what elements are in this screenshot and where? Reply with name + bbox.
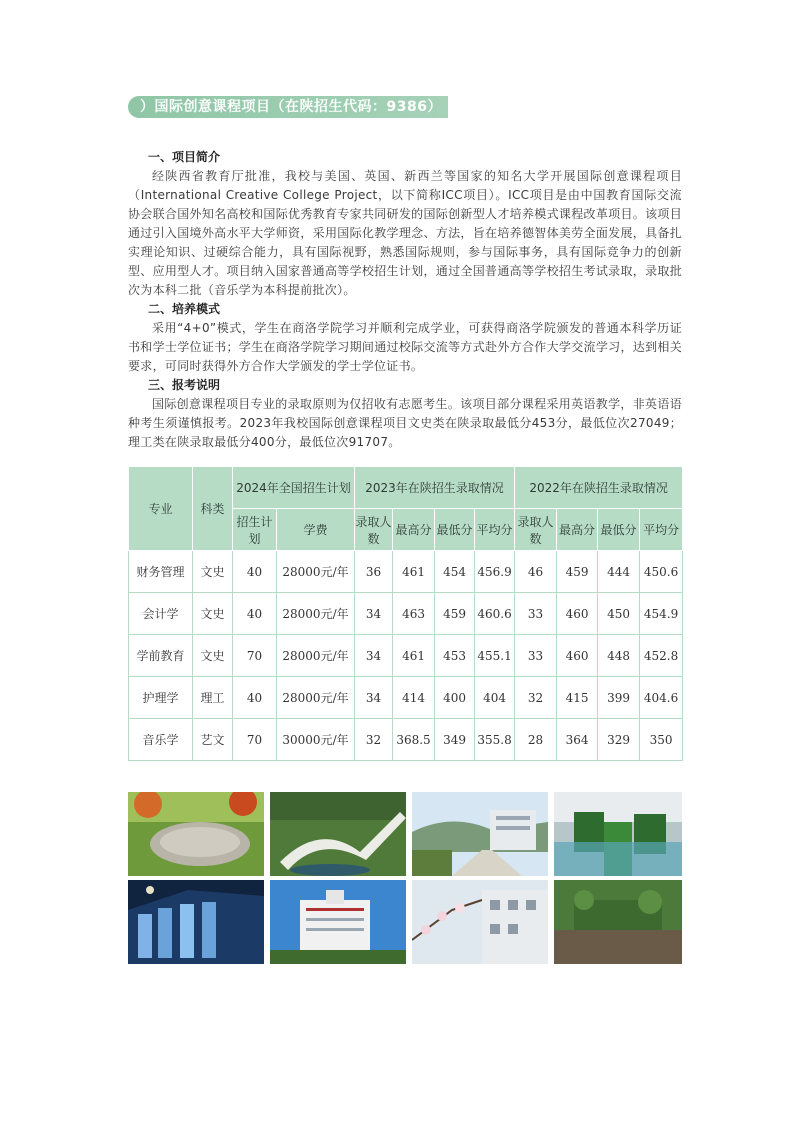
cell-min-2023: 400 — [435, 677, 475, 719]
cell-max-2023: 463 — [393, 593, 435, 635]
cell-min-2022: 450 — [598, 593, 640, 635]
cell-plan: 40 — [233, 551, 277, 593]
campus-photo-building — [270, 880, 406, 964]
header-fee: 学费 — [277, 509, 355, 551]
cell-min-2023: 349 — [435, 719, 475, 761]
header-max-2023: 最高分 — [393, 509, 435, 551]
cell-major: 护理学 — [129, 677, 193, 719]
cell-admit-2023: 34 — [355, 635, 393, 677]
cell-min-2022: 448 — [598, 635, 640, 677]
cell-category: 艺文 — [193, 719, 233, 761]
cell-fee: 28000元/年 — [277, 551, 355, 593]
cell-avg-2022: 450.6 — [640, 551, 683, 593]
cell-fee: 28000元/年 — [277, 593, 355, 635]
header-group-2022: 2022年在陕招生录取情况 — [515, 467, 683, 509]
cell-avg-2023: 460.6 — [475, 593, 515, 635]
cell-avg-2023: 456.9 — [475, 551, 515, 593]
cell-max-2022: 415 — [557, 677, 598, 719]
header-plan: 招生计划 — [233, 509, 277, 551]
cell-avg-2022: 404.6 — [640, 677, 683, 719]
cell-major: 音乐学 — [129, 719, 193, 761]
cell-max-2022: 459 — [557, 551, 598, 593]
cell-major: 会计学 — [129, 593, 193, 635]
section-title-intro: 一、项目简介 — [148, 150, 221, 164]
admission-table-wrap — [128, 466, 682, 761]
cell-admit-2022: 33 — [515, 593, 557, 635]
cell-avg-2023: 455.1 — [475, 635, 515, 677]
cell-max-2022: 364 — [557, 719, 598, 761]
campus-photo-blossom — [412, 880, 548, 964]
cell-category: 文史 — [193, 635, 233, 677]
cell-min-2023: 453 — [435, 635, 475, 677]
cell-max-2022: 460 — [557, 635, 598, 677]
cell-admit-2022: 32 — [515, 677, 557, 719]
header-avg-2022: 平均分 — [640, 509, 683, 551]
cell-min-2022: 329 — [598, 719, 640, 761]
cell-admit-2023: 34 — [355, 593, 393, 635]
cell-plan: 40 — [233, 677, 277, 719]
cell-min-2023: 459 — [435, 593, 475, 635]
table-row — [129, 635, 683, 677]
table-row — [129, 677, 683, 719]
cell-avg-2023: 355.8 — [475, 719, 515, 761]
cell-max-2022: 460 — [557, 593, 598, 635]
section-title-notes: 三、报考说明 — [148, 378, 221, 392]
cell-admit-2022: 28 — [515, 719, 557, 761]
table-row — [129, 719, 683, 761]
cell-admit-2022: 46 — [515, 551, 557, 593]
table-row — [129, 551, 683, 593]
cell-admit-2023: 36 — [355, 551, 393, 593]
header-major: 专业 — [129, 467, 193, 551]
cell-min-2022: 399 — [598, 677, 640, 719]
campus-photo-stone — [128, 792, 264, 876]
table-row — [129, 593, 683, 635]
cell-fee: 28000元/年 — [277, 635, 355, 677]
intro-paragraph: 经陕西省教育厅批准，我校与美国、英国、新西兰等国家的知名大学开展国际创意课程项目（International Creative College Project，以下简称ICC项目）。ICC项目是由中国教育国际交流协会联合国外知名高校和国际优秀教育专家共同研发的国际创新型人才培养模式课程改革项目。该项目通过引入国境外高水平大学师资，采用国际化教学理念、方法，旨在培养德智体美劳全面发展，具备扎实理论知识、过硬综合能力，具有国际视野，熟悉国际规则，参与国际事务，具有国际竞争力的创新型、应用型人才。项目纳入国家普通高等学校招生计划，通过全国普通高等学校招生考试录取，录取批次为本科二批（音乐学为本科提前批次）。 — [128, 169, 682, 297]
section-banner: ）国际创意课程项目（在陕招生代码：9386） — [128, 96, 448, 118]
header-admit-2022: 录取人数 — [515, 509, 557, 551]
cell-plan: 70 — [233, 719, 277, 761]
section-title-mode: 二、培养模式 — [148, 302, 221, 316]
notes-paragraph: 国际创意课程项目专业的录取原则为仅招收有志愿考生。该项目部分课程采用英语教学，非英语语种考生须谨慎报考。2023年我校国际创意课程项目文史类在陕录取最低分453分，最低位次27049；理工类在陕录取最低分400分，最低位次91707。 — [128, 397, 682, 449]
campus-photo-grid — [128, 792, 682, 964]
campus-photo-night — [128, 880, 264, 964]
campus-photo-bridge — [270, 792, 406, 876]
cell-category: 理工 — [193, 677, 233, 719]
cell-admit-2022: 33 — [515, 635, 557, 677]
header-category: 科类 — [193, 467, 233, 551]
cell-plan: 70 — [233, 635, 277, 677]
cell-max-2023: 414 — [393, 677, 435, 719]
cell-fee: 30000元/年 — [277, 719, 355, 761]
cell-max-2023: 461 — [393, 635, 435, 677]
header-group-2023: 2023年在陕招生录取情况 — [355, 467, 515, 509]
cell-avg-2022: 350 — [640, 719, 683, 761]
cell-admit-2023: 34 — [355, 677, 393, 719]
admission-table — [128, 466, 683, 761]
cell-min-2023: 454 — [435, 551, 475, 593]
cell-major: 学前教育 — [129, 635, 193, 677]
cell-major: 财务管理 — [129, 551, 193, 593]
header-min-2023: 最低分 — [435, 509, 475, 551]
cell-min-2022: 444 — [598, 551, 640, 593]
cell-max-2023: 461 — [393, 551, 435, 593]
mode-paragraph: 采用“4+0”模式，学生在商洛学院学习并顺利完成学业，可获得商洛学院颁发的普通本科学历证书和学士学位证书；学生在商洛学院学习期间通过校际交流等方式赴外方合作大学交流学习，达到相关要求，可同时获得外方合作大学颁发的学士学位证书。 — [128, 321, 682, 373]
campus-photo-road — [412, 792, 548, 876]
cell-admit-2023: 32 — [355, 719, 393, 761]
cell-category: 文史 — [193, 593, 233, 635]
campus-photo-mural — [554, 792, 682, 876]
header-min-2022: 最低分 — [598, 509, 640, 551]
cell-category: 文史 — [193, 551, 233, 593]
cell-avg-2022: 452.8 — [640, 635, 683, 677]
article-body — [128, 148, 682, 452]
header-group-2024: 2024年全国招生计划 — [233, 467, 355, 509]
cell-plan: 40 — [233, 593, 277, 635]
header-admit-2023: 录取人数 — [355, 509, 393, 551]
cell-avg-2022: 454.9 — [640, 593, 683, 635]
cell-fee: 28000元/年 — [277, 677, 355, 719]
campus-photo-garden — [554, 880, 682, 964]
cell-max-2023: 368.5 — [393, 719, 435, 761]
cell-avg-2023: 404 — [475, 677, 515, 719]
header-avg-2023: 平均分 — [475, 509, 515, 551]
header-max-2022: 最高分 — [557, 509, 598, 551]
